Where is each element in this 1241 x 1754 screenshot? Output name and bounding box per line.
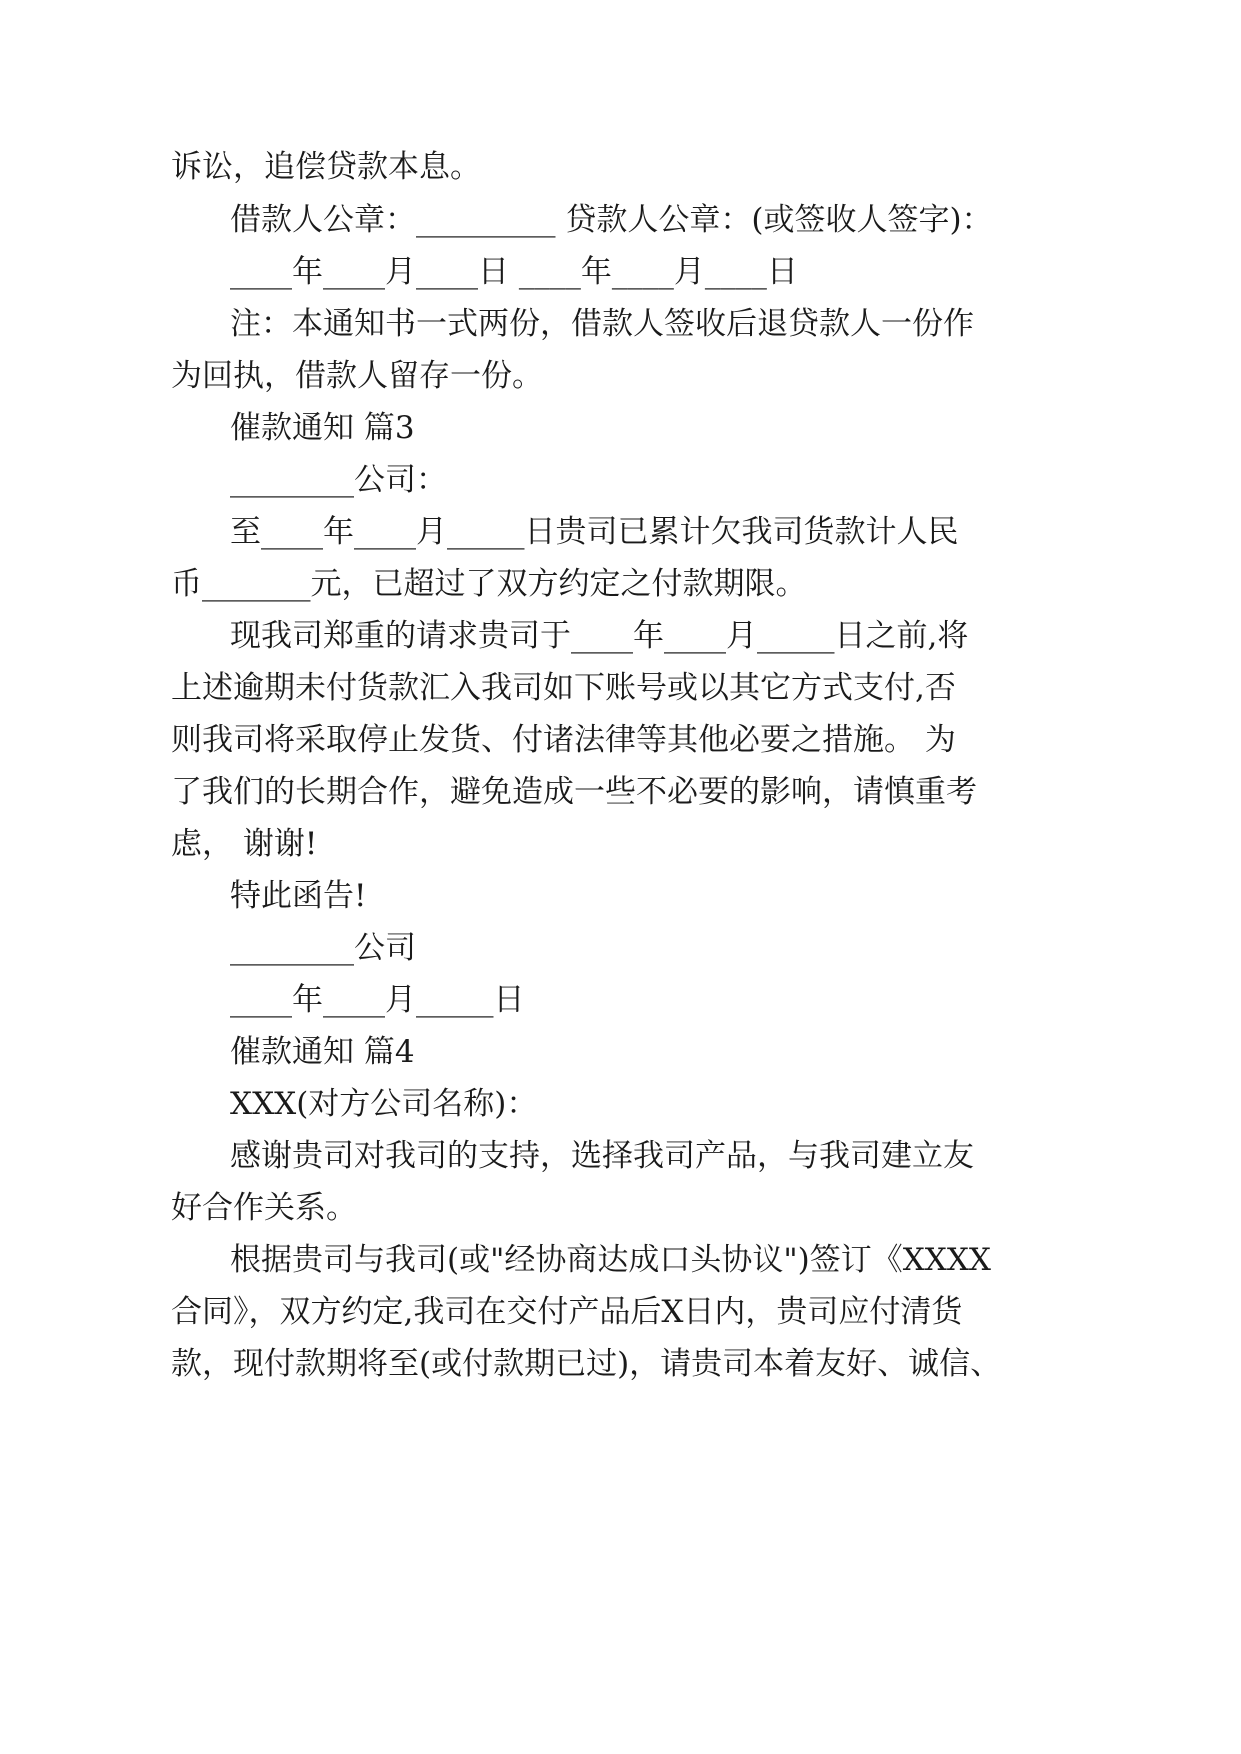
text-line: 根据贵司与我司(或"经协商达成口头协议")签订《XXXX — [230, 1242, 991, 1278]
text-line: 借款人公章：_________ 贷款人公章：(或签收人签字)： — [230, 202, 993, 238]
text-line: 好合作关系。 — [171, 1190, 357, 1226]
text-line: 虑， 谢谢! — [171, 826, 318, 862]
text-line: ________公司 — [230, 930, 416, 966]
section-heading: 催款通知 篇3 — [230, 410, 415, 446]
text-line: 则我司将采取停止发货、付诸法律等其他必要之措施。 为 — [171, 722, 956, 758]
text-line: XXX(对方公司名称)： — [230, 1086, 538, 1122]
text-line: 合同》，双方约定,我司在交付产品后X日内，贵司应付清货 — [171, 1294, 963, 1330]
text-line: 币_______元，已超过了双方约定之付款期限。 — [171, 566, 807, 602]
text-line: 至____年____月_____日贵司已累计欠我司货款计人民 — [230, 514, 959, 550]
text-line: ________公司： — [230, 462, 447, 498]
text-line: 上述逾期未付货款汇入我司如下账号或以其它方式支付,否 — [171, 670, 956, 706]
text-line: 现我司郑重的请求贵司于____年____月_____日之前,将 — [230, 618, 969, 654]
text-line: ____年____月_____日 — [230, 982, 525, 1018]
text-line: 感谢贵司对我司的支持，选择我司产品，与我司建立友 — [230, 1138, 974, 1174]
text-line: 为回执，借款人留存一份。 — [171, 358, 543, 394]
text-line: 特此函告! — [230, 878, 367, 914]
text-line: ____年____月____日 ____年____月____日 — [230, 254, 798, 290]
text-line: 了我们的长期合作，避免造成一些不必要的影响，请慎重考 — [171, 774, 977, 810]
text-line: 款，现付款期将至(或付款期已过)，请贵司本着友好、诚信、 — [171, 1346, 1002, 1382]
text-line: 注：本通知书一式两份，借款人签收后退贷款人一份作 — [230, 306, 974, 342]
text-line: 诉讼，追偿贷款本息。 — [171, 149, 481, 185]
section-heading: 催款通知 篇4 — [230, 1034, 415, 1070]
